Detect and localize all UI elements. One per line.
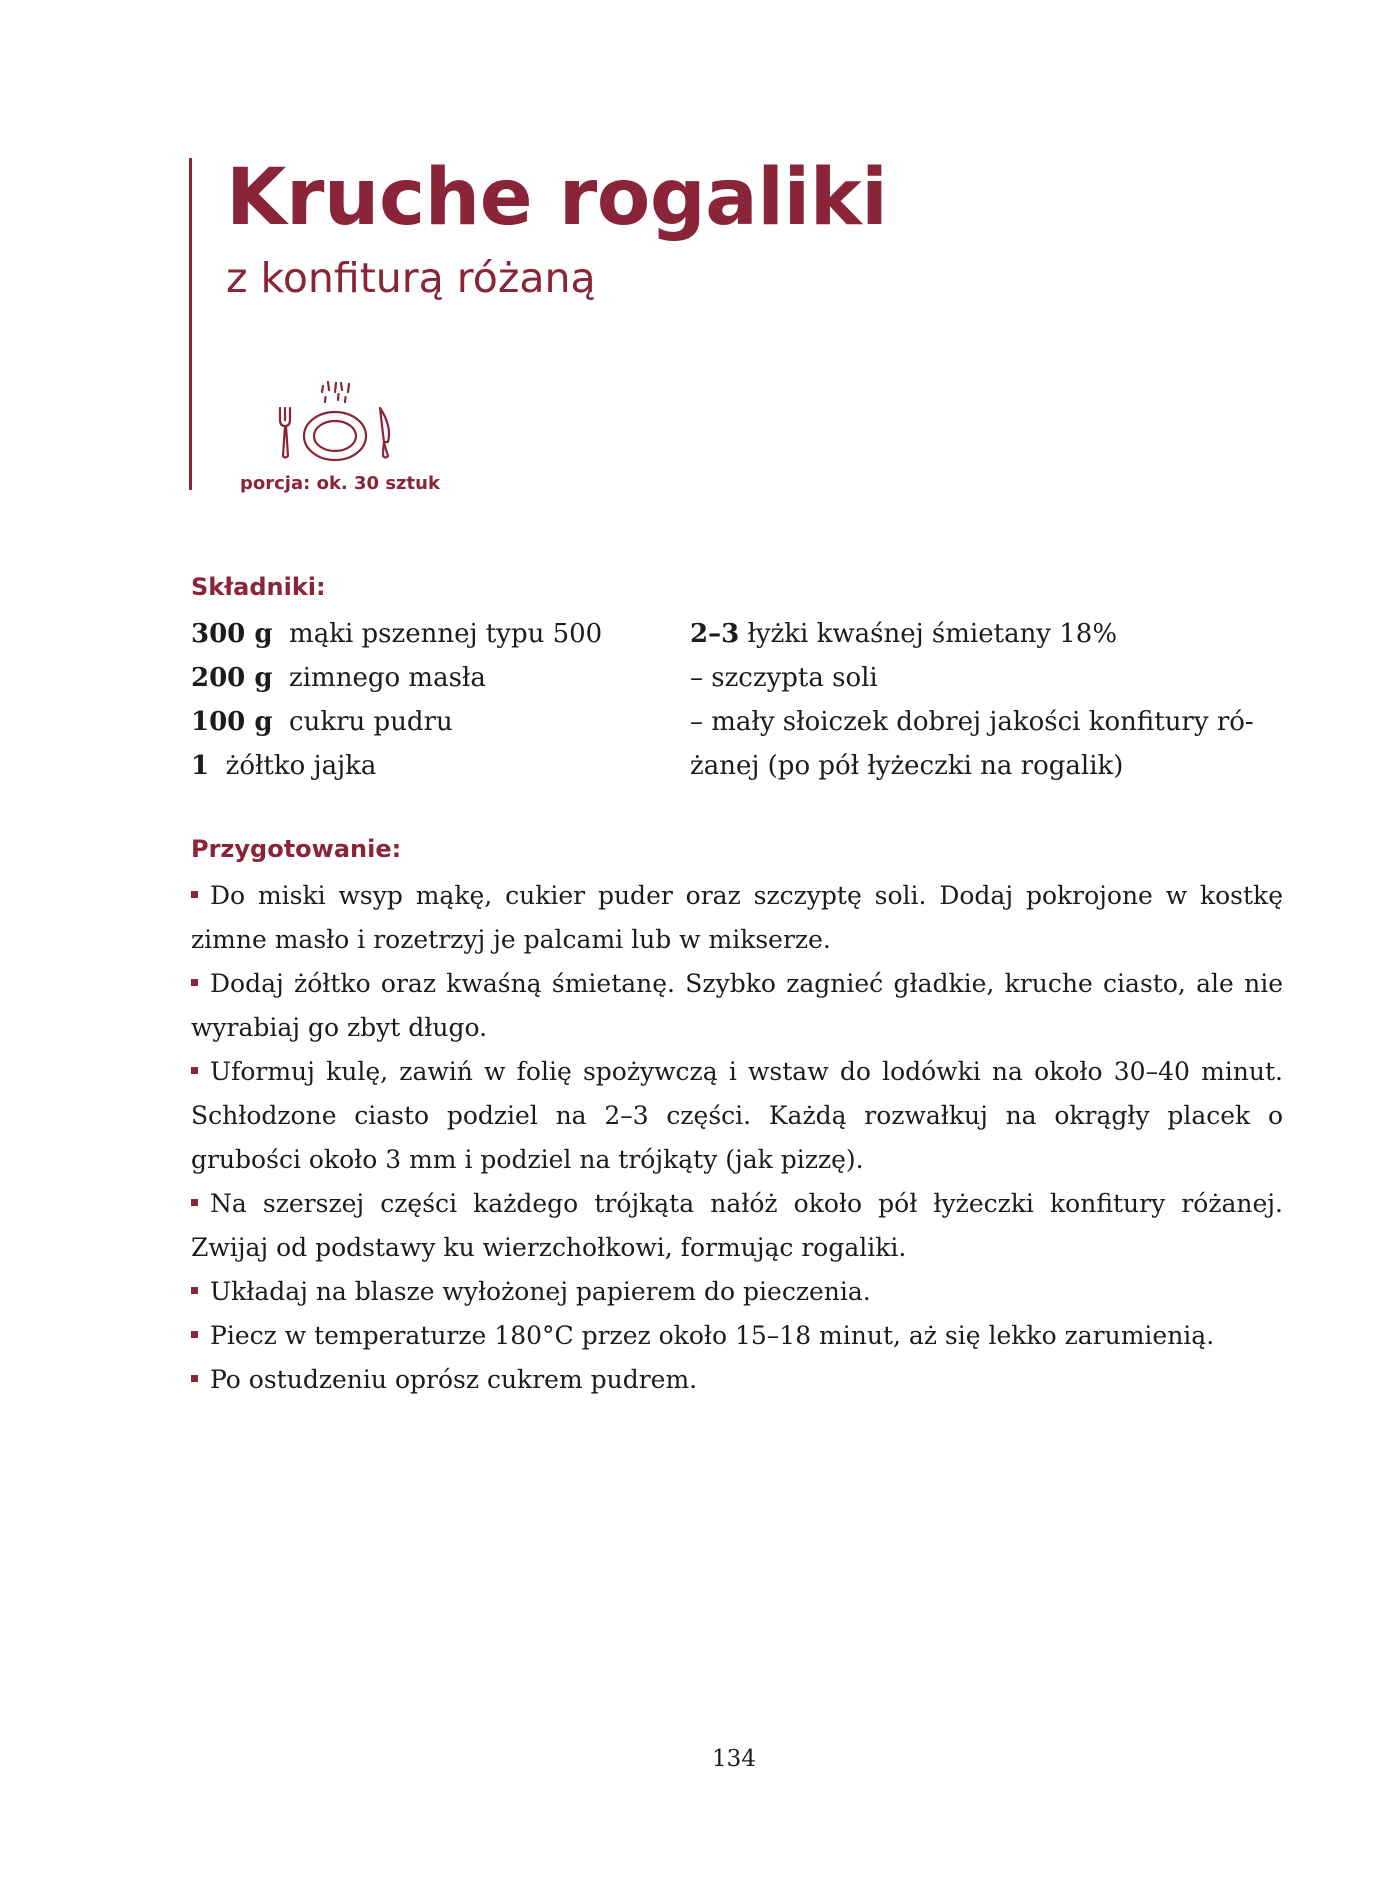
ingredient-item (690, 744, 1290, 788)
serving-size: porcja: ok. 30 sztuk (240, 473, 440, 494)
ingredient-text: – szczypta soli (690, 663, 878, 693)
method-step-text: Układaj na blasze wyłożonej papierem do pieczenia. (210, 1277, 871, 1306)
method-step-text: Na szerszej części każdego trójkąta nałóż około pół łyżeczki konfitury różanej. Zwijaj od podstawy ku wierzchołkowi, formując rogaliki. (191, 1189, 1283, 1262)
recipe-subtitle: z konfiturą różaną (226, 254, 596, 302)
method-step (191, 1050, 1283, 1182)
square-bullet-icon (191, 1199, 198, 1206)
recipe-title: Kruche rogaliki (226, 153, 888, 243)
ingredient-quantity: 100 g (191, 707, 273, 737)
page-number: 134 (712, 1746, 756, 1772)
ingredient-quantity: 300 g (191, 619, 273, 649)
method-step-text: Do miski wsyp mąkę, cukier puder oraz szczyptę soli. Dodaj pokrojone w kostkę zimne masło i rozetrzyj je palcami lub w mikserze. (191, 881, 1283, 954)
square-bullet-icon (191, 979, 198, 986)
method-heading: Przygotowanie: (191, 835, 402, 863)
method-step-text: Po ostudzeniu oprósz cukrem pudrem. (210, 1365, 698, 1394)
ingredient-text: żanej (po pół łyżeczki na rogalik) (690, 751, 1124, 781)
ingredients-list-left (191, 612, 651, 788)
method-step-text: Uformuj kulę, zawiń w folię spożywczą i wstaw do lodówki na około 30–40 minut. Schłodzone ciasto podziel na 2–3 części. Każdą rozwałkuj na okrągły placek o grubości około 3 mm i podziel na trójkąty (jak pizzę). (191, 1057, 1283, 1174)
ingredients-list-right (690, 612, 1290, 788)
ingredient-text: żółtko jajka (225, 751, 377, 781)
square-bullet-icon (191, 1331, 198, 1338)
title-accent-bar (189, 158, 192, 490)
method-step (191, 874, 1283, 962)
ingredient-text: zimnego masła (289, 663, 486, 693)
ingredient-item (191, 700, 651, 744)
ingredient-item (690, 612, 1290, 656)
ingredient-quantity: 2–3 (690, 619, 740, 649)
ingredient-text: – mały słoiczek dobrej jakości konfitury ró- (690, 707, 1254, 737)
method-step-text: Piecz w temperaturze 180°C przez około 15–18 minut, aż się lekko zarumienią. (210, 1321, 1215, 1350)
method-steps-list (191, 874, 1283, 1402)
ingredient-item (191, 612, 651, 656)
ingredient-item (191, 744, 651, 788)
ingredient-item (690, 700, 1290, 744)
method-step (191, 1270, 1283, 1314)
ingredient-text: mąki pszennej typu 500 (289, 619, 603, 649)
square-bullet-icon (191, 1287, 198, 1294)
ingredient-quantity: 200 g (191, 663, 273, 693)
method-step (191, 962, 1283, 1050)
ingredient-text: cukru pudru (289, 707, 453, 737)
ingredient-item (690, 656, 1290, 700)
method-step (191, 1182, 1283, 1270)
method-step-text: Dodaj żółtko oraz kwaśną śmietanę. Szybko zagnieć gładkie, kruche ciasto, ale nie wyrabiaj go zbyt długo. (191, 969, 1283, 1042)
ingredients-heading: Składniki: (191, 573, 326, 601)
ingredient-item (191, 656, 651, 700)
method-step (191, 1358, 1283, 1402)
ingredient-quantity: 1 (191, 751, 210, 781)
method-step (191, 1314, 1283, 1358)
square-bullet-icon (191, 1375, 198, 1382)
square-bullet-icon (191, 1067, 198, 1074)
ingredient-text: łyżki kwaśnej śmietany 18% (747, 619, 1118, 649)
plate-with-cutlery-icon (272, 378, 398, 468)
square-bullet-icon (191, 891, 198, 898)
